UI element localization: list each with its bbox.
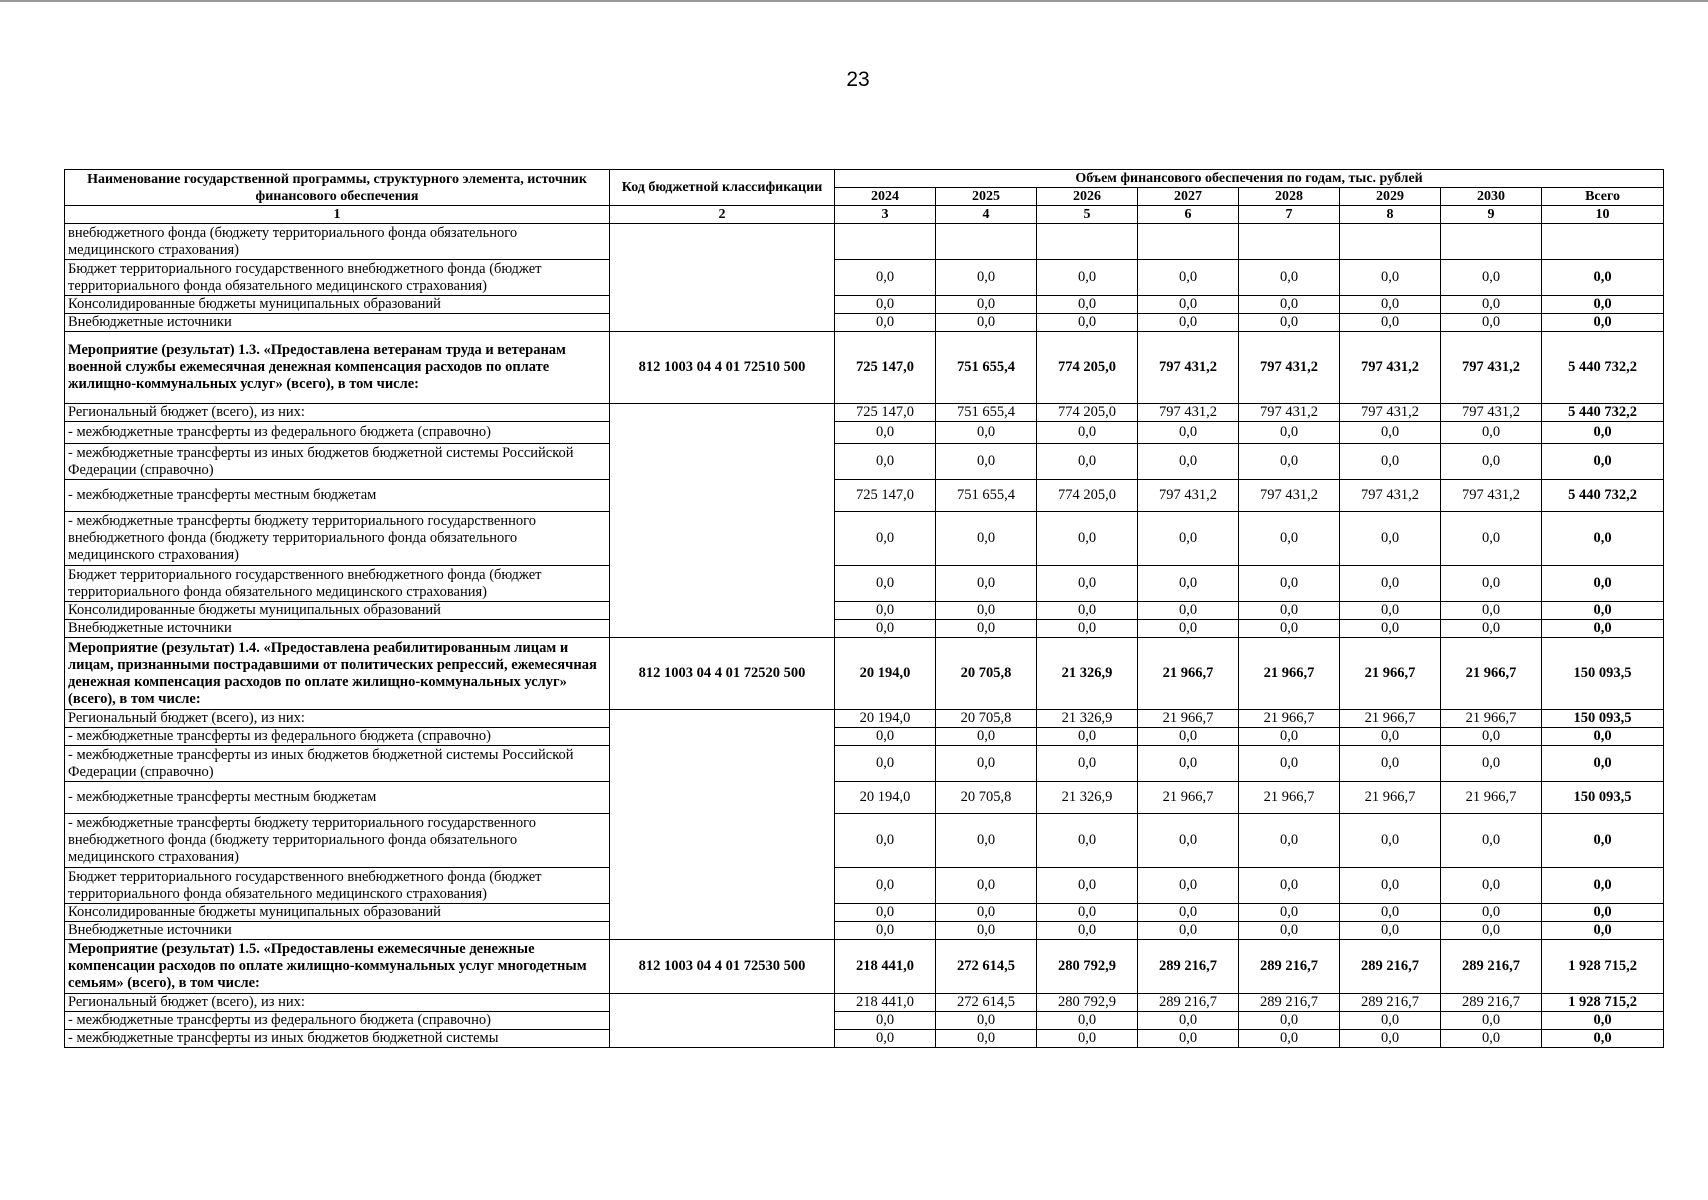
row-name: Бюджет территориального государственного внебюджетного фонда (бюджет территориального фонда обязательного медицинского страхования): [65, 566, 610, 602]
value-cell: 0,0: [1340, 260, 1441, 296]
value-cell: 0,0: [1441, 1030, 1542, 1048]
value-cell: 0,0: [936, 422, 1037, 444]
value-cell: 21 326,9: [1037, 710, 1138, 728]
value-cell: 0,0: [1138, 422, 1239, 444]
value-cell: 0,0: [1239, 746, 1340, 782]
value-total: 0,0: [1542, 296, 1664, 314]
value-cell: 0,0: [835, 904, 936, 922]
value-total: 5 440 732,2: [1542, 480, 1664, 512]
value-cell: 0,0: [1037, 728, 1138, 746]
value-cell: 21 966,7: [1441, 782, 1542, 814]
header-name: Наименование государственной программы, структурного элемента, источник финансового обеспечения: [65, 170, 610, 206]
value-cell: 0,0: [1138, 602, 1239, 620]
value-cell: 797 431,2: [1441, 480, 1542, 512]
value-cell: 0,0: [835, 868, 936, 904]
value-cell: 289 216,7: [1239, 940, 1340, 994]
value-total: 0,0: [1542, 1012, 1664, 1030]
value-cell: 0,0: [1441, 728, 1542, 746]
value-cell: 21 966,7: [1239, 782, 1340, 814]
table-row: [65, 868, 1664, 904]
value-cell: 21 966,7: [1239, 638, 1340, 710]
value-cell: [1340, 224, 1441, 260]
value-cell: 0,0: [1138, 620, 1239, 638]
value-cell: 0,0: [936, 728, 1037, 746]
row-name: Бюджет территориального государственного внебюджетного фонда (бюджет территориального фонда обязательного медицинского страхования): [65, 260, 610, 296]
measure-row: [65, 332, 1664, 404]
value-cell: 20 194,0: [835, 710, 936, 728]
value-cell: 797 431,2: [1441, 404, 1542, 422]
row-name: - межбюджетные трансферты из федерального бюджета (справочно): [65, 422, 610, 444]
value-cell: 0,0: [1340, 296, 1441, 314]
value-cell: 797 431,2: [1239, 480, 1340, 512]
value-cell: 0,0: [1441, 868, 1542, 904]
value-total: 150 093,5: [1542, 782, 1664, 814]
budget-code: 812 1003 04 4 01 72530 500: [610, 940, 835, 994]
value-cell: 0,0: [1340, 620, 1441, 638]
value-cell: 0,0: [936, 868, 1037, 904]
value-cell: 0,0: [1441, 444, 1542, 480]
value-cell: 218 441,0: [835, 994, 936, 1012]
value-cell: 289 216,7: [1138, 994, 1239, 1012]
value-cell: 0,0: [1037, 444, 1138, 480]
value-cell: 0,0: [835, 296, 936, 314]
value-cell: 289 216,7: [1239, 994, 1340, 1012]
table-row: [65, 602, 1664, 620]
value-cell: 0,0: [1037, 904, 1138, 922]
value-cell: 0,0: [1340, 512, 1441, 566]
table-row: [65, 224, 1664, 260]
value-cell: 797 431,2: [1239, 404, 1340, 422]
table-row: [65, 260, 1664, 296]
value-cell: 0,0: [1441, 296, 1542, 314]
row-name: Региональный бюджет (всего), из них:: [65, 710, 610, 728]
measure-row: [65, 638, 1664, 710]
table-row: [65, 814, 1664, 868]
value-cell: 0,0: [1037, 746, 1138, 782]
value-cell: 0,0: [1441, 922, 1542, 940]
row-name: - межбюджетные трансферты из иных бюджетов бюджетной системы: [65, 1030, 610, 1048]
value-cell: 0,0: [1239, 728, 1340, 746]
value-cell: 21 326,9: [1037, 638, 1138, 710]
table-row: [65, 296, 1664, 314]
row-name: Мероприятие (результат) 1.5. «Предоставлены ежемесячные денежные компенсации расходов по оплате жилищно-коммунальных услуг многодетным семьям» (всего), в том числе:: [65, 940, 610, 994]
value-cell: 0,0: [835, 814, 936, 868]
table-row: [65, 994, 1664, 1012]
row-name: Консолидированные бюджеты муниципальных образований: [65, 296, 610, 314]
value-total: 0,0: [1542, 512, 1664, 566]
value-cell: 797 431,2: [1138, 480, 1239, 512]
column-number: 8: [1340, 206, 1441, 224]
value-cell: 0,0: [835, 260, 936, 296]
value-cell: 751 655,4: [936, 480, 1037, 512]
header-year: 2026: [1037, 188, 1138, 206]
value-cell: 0,0: [835, 422, 936, 444]
value-cell: 0,0: [835, 602, 936, 620]
value-cell: 0,0: [1138, 296, 1239, 314]
row-name: Внебюджетные источники: [65, 620, 610, 638]
value-cell: 797 431,2: [1239, 332, 1340, 404]
value-cell: 21 966,7: [1138, 710, 1239, 728]
value-cell: 0,0: [1340, 1012, 1441, 1030]
value-cell: 0,0: [1037, 868, 1138, 904]
value-cell: 0,0: [1239, 922, 1340, 940]
header-year: 2024: [835, 188, 936, 206]
row-name: Консолидированные бюджеты муниципальных образований: [65, 904, 610, 922]
value-cell: 218 441,0: [835, 940, 936, 994]
header-year: 2027: [1138, 188, 1239, 206]
value-cell: 0,0: [1340, 904, 1441, 922]
value-cell: [1138, 224, 1239, 260]
value-cell: 0,0: [1441, 314, 1542, 332]
value-cell: 280 792,9: [1037, 994, 1138, 1012]
column-number: 2: [610, 206, 835, 224]
value-cell: 0,0: [1239, 314, 1340, 332]
value-total: 5 440 732,2: [1542, 404, 1664, 422]
value-cell: 0,0: [1340, 746, 1441, 782]
value-cell: 0,0: [1037, 260, 1138, 296]
value-cell: 0,0: [936, 296, 1037, 314]
table-row: [65, 1012, 1664, 1030]
value-cell: 0,0: [835, 922, 936, 940]
row-name: - межбюджетные трансферты местным бюджетам: [65, 480, 610, 512]
value-cell: 797 431,2: [1441, 332, 1542, 404]
value-cell: 289 216,7: [1441, 940, 1542, 994]
value-cell: 0,0: [1239, 512, 1340, 566]
table-row: [65, 922, 1664, 940]
value-cell: 0,0: [1037, 566, 1138, 602]
value-cell: 0,0: [1340, 422, 1441, 444]
value-cell: 0,0: [835, 566, 936, 602]
table-row: [65, 710, 1664, 728]
header-code: Код бюджетной классификации: [610, 170, 835, 206]
value-cell: 289 216,7: [1340, 940, 1441, 994]
value-total: 0,0: [1542, 1030, 1664, 1048]
value-cell: 0,0: [1037, 1012, 1138, 1030]
value-cell: 0,0: [835, 444, 936, 480]
table-row: [65, 746, 1664, 782]
value-cell: 0,0: [1239, 1030, 1340, 1048]
value-total: 0,0: [1542, 922, 1664, 940]
table-row: [65, 480, 1664, 512]
value-total: 5 440 732,2: [1542, 332, 1664, 404]
value-cell: 774 205,0: [1037, 404, 1138, 422]
value-cell: 0,0: [1441, 422, 1542, 444]
value-cell: [1239, 224, 1340, 260]
value-cell: 0,0: [1037, 314, 1138, 332]
value-cell: 0,0: [1239, 422, 1340, 444]
value-cell: 0,0: [1239, 904, 1340, 922]
value-cell: 0,0: [1138, 746, 1239, 782]
row-name: Мероприятие (результат) 1.4. «Предоставлена реабилитированным лицам и лицам, признанными пострадавшими от политических репрессий, ежемесячная денежная компенсация расходов по оплате жилищно-коммунальных услуг» (всего), в том числе:: [65, 638, 610, 710]
row-name: - межбюджетные трансферты из иных бюджетов бюджетной системы Российской Федерации (справочно): [65, 746, 610, 782]
table-row: [65, 314, 1664, 332]
value-cell: 0,0: [1340, 314, 1441, 332]
value-cell: 21 966,7: [1340, 710, 1441, 728]
column-number-row: [65, 206, 1664, 224]
row-name: Мероприятие (результат) 1.3. «Предоставлена ветеранам труда и ветеранам военной службы ежемесячная денежная компенсация расходов по оплате жилищно-коммунальных услуг» (всего), в том числе:: [65, 332, 610, 404]
value-cell: 0,0: [1441, 620, 1542, 638]
value-cell: 21 966,7: [1441, 638, 1542, 710]
value-cell: 0,0: [1340, 814, 1441, 868]
value-cell: 0,0: [835, 746, 936, 782]
value-cell: 797 431,2: [1340, 332, 1441, 404]
value-total: 0,0: [1542, 728, 1664, 746]
value-cell: 0,0: [1138, 814, 1239, 868]
value-cell: 0,0: [1037, 602, 1138, 620]
table-row: [65, 782, 1664, 814]
value-cell: 20 705,8: [936, 638, 1037, 710]
table-row: [65, 512, 1664, 566]
table-row: [65, 728, 1664, 746]
value-cell: 0,0: [1441, 512, 1542, 566]
value-cell: 0,0: [936, 814, 1037, 868]
value-cell: 0,0: [936, 620, 1037, 638]
value-cell: 725 147,0: [835, 332, 936, 404]
value-cell: 774 205,0: [1037, 480, 1138, 512]
column-number: 10: [1542, 206, 1664, 224]
value-cell: 20 194,0: [835, 638, 936, 710]
value-cell: 725 147,0: [835, 480, 936, 512]
value-cell: 0,0: [1239, 814, 1340, 868]
row-name: - межбюджетные трансферты из федерального бюджета (справочно): [65, 728, 610, 746]
table-row: [65, 1030, 1664, 1048]
measure-row: [65, 940, 1664, 994]
value-cell: 797 431,2: [1340, 480, 1441, 512]
value-cell: 0,0: [1037, 922, 1138, 940]
table-row: [65, 404, 1664, 422]
value-cell: 20 705,8: [936, 710, 1037, 728]
value-cell: 0,0: [835, 1012, 936, 1030]
value-cell: 797 431,2: [1138, 404, 1239, 422]
value-cell: 0,0: [835, 728, 936, 746]
row-name: - межбюджетные трансферты бюджету территориального государственного внебюджетного фонда (бюджету территориального фонда обязательного медицинского страхования): [65, 512, 610, 566]
value-cell: 751 655,4: [936, 404, 1037, 422]
value-cell: 0,0: [1239, 1012, 1340, 1030]
value-cell: 0,0: [1441, 1012, 1542, 1030]
value-cell: 0,0: [936, 922, 1037, 940]
value-cell: 289 216,7: [1340, 994, 1441, 1012]
value-cell: 0,0: [1340, 1030, 1441, 1048]
row-name: Бюджет территориального государственного внебюджетного фонда (бюджет территориального фонда обязательного медицинского страхования): [65, 868, 610, 904]
row-name: - межбюджетные трансферты из федерального бюджета (справочно): [65, 1012, 610, 1030]
table-row: [65, 566, 1664, 602]
value-cell: 21 966,7: [1441, 710, 1542, 728]
value-total: 0,0: [1542, 444, 1664, 480]
row-name: внебюджетного фонда (бюджету территориального фонда обязательного медицинского страхования): [65, 224, 610, 260]
value-cell: 0,0: [1340, 728, 1441, 746]
value-cell: 797 431,2: [1138, 332, 1239, 404]
value-cell: 797 431,2: [1340, 404, 1441, 422]
value-cell: 0,0: [936, 1030, 1037, 1048]
value-cell: 0,0: [1037, 512, 1138, 566]
value-cell: [835, 224, 936, 260]
value-cell: [1441, 224, 1542, 260]
value-cell: 0,0: [1138, 922, 1239, 940]
value-total: 150 093,5: [1542, 710, 1664, 728]
value-cell: 0,0: [835, 512, 936, 566]
value-cell: 0,0: [1239, 444, 1340, 480]
value-cell: 0,0: [1239, 620, 1340, 638]
budget-code: [610, 224, 835, 332]
value-cell: 21 966,7: [1340, 782, 1441, 814]
value-cell: 289 216,7: [1138, 940, 1239, 994]
page-number: 23: [846, 68, 870, 91]
value-cell: 0,0: [1239, 602, 1340, 620]
column-number: 4: [936, 206, 1037, 224]
value-cell: 0,0: [1340, 566, 1441, 602]
column-number: 5: [1037, 206, 1138, 224]
value-cell: 0,0: [1239, 566, 1340, 602]
header-year: 2030: [1441, 188, 1542, 206]
value-cell: 0,0: [1138, 512, 1239, 566]
value-cell: 0,0: [835, 1030, 936, 1048]
row-name: Региональный бюджет (всего), из них:: [65, 404, 610, 422]
column-number: 7: [1239, 206, 1340, 224]
value-cell: 0,0: [936, 512, 1037, 566]
row-name: Консолидированные бюджеты муниципальных образований: [65, 602, 610, 620]
value-cell: 0,0: [1037, 296, 1138, 314]
value-cell: 0,0: [1037, 422, 1138, 444]
value-cell: 0,0: [1037, 814, 1138, 868]
value-cell: 0,0: [1239, 296, 1340, 314]
value-cell: 0,0: [1441, 746, 1542, 782]
value-cell: 0,0: [936, 904, 1037, 922]
value-total: 0,0: [1542, 422, 1664, 444]
value-cell: 0,0: [1138, 566, 1239, 602]
value-cell: [936, 224, 1037, 260]
header-volume: Объем финансового обеспечения по годам, тыс. рублей: [835, 170, 1664, 188]
value-cell: 0,0: [1441, 814, 1542, 868]
value-cell: 272 614,5: [936, 994, 1037, 1012]
row-name: - межбюджетные трансферты бюджету территориального государственного внебюджетного фонда (бюджету территориального фонда обязательного медицинского страхования): [65, 814, 610, 868]
value-cell: 0,0: [1441, 904, 1542, 922]
value-cell: 0,0: [1138, 904, 1239, 922]
top-edge-line: [0, 0, 1708, 2]
row-name: - межбюджетные трансферты местным бюджетам: [65, 782, 610, 814]
value-total: [1542, 224, 1664, 260]
row-name: - межбюджетные трансферты из иных бюджетов бюджетной системы Российской Федерации (справочно): [65, 444, 610, 480]
value-total: 1 928 715,2: [1542, 940, 1664, 994]
value-cell: 0,0: [936, 260, 1037, 296]
value-cell: 0,0: [1441, 260, 1542, 296]
column-number: 6: [1138, 206, 1239, 224]
value-cell: 0,0: [1340, 602, 1441, 620]
value-cell: 0,0: [1037, 620, 1138, 638]
value-cell: 20 194,0: [835, 782, 936, 814]
value-cell: 0,0: [1239, 260, 1340, 296]
table-row: [65, 422, 1664, 444]
table-row: [65, 620, 1664, 638]
budget-code: [610, 710, 835, 940]
value-total: 0,0: [1542, 904, 1664, 922]
value-cell: 774 205,0: [1037, 332, 1138, 404]
header-year: 2025: [936, 188, 1037, 206]
value-cell: [1037, 224, 1138, 260]
value-cell: 0,0: [1138, 728, 1239, 746]
value-cell: 0,0: [1441, 566, 1542, 602]
value-cell: 0,0: [835, 620, 936, 638]
header-total: Всего: [1542, 188, 1664, 206]
value-cell: 21 966,7: [1239, 710, 1340, 728]
value-total: 0,0: [1542, 814, 1664, 868]
value-cell: 272 614,5: [936, 940, 1037, 994]
value-cell: 0,0: [936, 746, 1037, 782]
header-year: 2028: [1239, 188, 1340, 206]
value-cell: 0,0: [1340, 922, 1441, 940]
header-year: 2029: [1340, 188, 1441, 206]
value-cell: 0,0: [1340, 868, 1441, 904]
value-cell: 0,0: [936, 602, 1037, 620]
budget-code: 812 1003 04 4 01 72520 500: [610, 638, 835, 710]
financing-table: [64, 169, 1664, 1048]
row-name: Внебюджетные источники: [65, 314, 610, 332]
value-total: 0,0: [1542, 746, 1664, 782]
value-cell: 725 147,0: [835, 404, 936, 422]
value-total: 1 928 715,2: [1542, 994, 1664, 1012]
value-cell: 21 966,7: [1138, 782, 1239, 814]
column-number: 3: [835, 206, 936, 224]
value-cell: 0,0: [936, 566, 1037, 602]
value-cell: 20 705,8: [936, 782, 1037, 814]
value-cell: 289 216,7: [1441, 994, 1542, 1012]
value-cell: 0,0: [835, 314, 936, 332]
table-body: [65, 224, 1664, 1048]
value-cell: 0,0: [1138, 868, 1239, 904]
row-name: Внебюджетные источники: [65, 922, 610, 940]
table-row: [65, 444, 1664, 480]
budget-code: [610, 404, 835, 638]
value-cell: 0,0: [1441, 602, 1542, 620]
value-cell: 21 966,7: [1340, 638, 1441, 710]
value-total: 150 093,5: [1542, 638, 1664, 710]
value-cell: 0,0: [1138, 1012, 1239, 1030]
value-cell: 0,0: [1037, 1030, 1138, 1048]
value-cell: 0,0: [1138, 1030, 1239, 1048]
value-cell: 0,0: [936, 314, 1037, 332]
column-number: 9: [1441, 206, 1542, 224]
value-total: 0,0: [1542, 566, 1664, 602]
value-total: 0,0: [1542, 260, 1664, 296]
row-name: Региональный бюджет (всего), из них:: [65, 994, 610, 1012]
value-cell: 0,0: [936, 1012, 1037, 1030]
budget-code: 812 1003 04 4 01 72510 500: [610, 332, 835, 404]
value-cell: 0,0: [1340, 444, 1441, 480]
value-cell: 21 966,7: [1138, 638, 1239, 710]
value-total: 0,0: [1542, 314, 1664, 332]
value-total: 0,0: [1542, 602, 1664, 620]
value-cell: 0,0: [1239, 868, 1340, 904]
budget-code: [610, 994, 835, 1048]
value-total: 0,0: [1542, 868, 1664, 904]
value-cell: 21 326,9: [1037, 782, 1138, 814]
value-cell: 0,0: [1138, 260, 1239, 296]
table-row: [65, 904, 1664, 922]
value-cell: 0,0: [936, 444, 1037, 480]
value-cell: 751 655,4: [936, 332, 1037, 404]
value-cell: 0,0: [1138, 444, 1239, 480]
value-cell: 0,0: [1138, 314, 1239, 332]
value-cell: 280 792,9: [1037, 940, 1138, 994]
value-total: 0,0: [1542, 620, 1664, 638]
column-number: 1: [65, 206, 610, 224]
